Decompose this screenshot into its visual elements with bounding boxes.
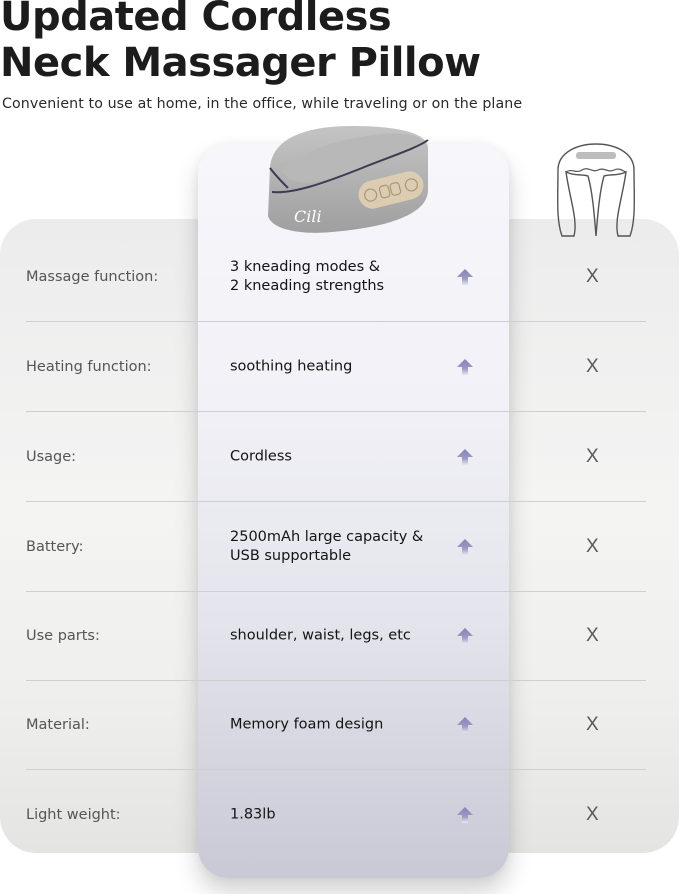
not-available-mark: X [586,446,599,467]
comparison-row-material [0,680,679,770]
not-available-mark: X [586,714,599,735]
row-label: Material: [26,717,90,733]
comparison-row-use-parts [0,591,679,681]
title-line-2: Neck Massager Pillow [0,40,481,86]
arrow-up-icon [456,448,474,466]
page-title [0,0,481,86]
row-value: Memory foam design [230,716,384,733]
arrow-up-icon [456,358,474,376]
arrow-up-icon [456,268,474,286]
comparison-row-heating-function [0,322,679,412]
not-available-mark: X [586,804,599,825]
row-label: Heating function: [26,359,152,375]
row-value: 2500mAh large capacity & USB supportable [230,529,424,564]
not-available-mark: X [586,266,599,287]
row-label: Massage function: [26,269,159,285]
row-label: Light weight: [26,807,121,823]
row-label: Battery: [26,539,84,555]
neck-pillow-image [262,120,432,238]
arrow-up-icon [456,716,474,734]
row-value: 3 kneading modes & 2 kneading strengths [230,259,385,294]
comparison-row-light-weight [0,770,679,860]
title-line-1: Updated Cordless [0,0,392,40]
row-label: Use parts: [26,628,100,644]
arrow-up-icon [456,627,474,645]
comparison-row-battery [0,502,679,592]
row-value: Cordless [230,448,292,465]
arrow-up-icon [456,806,474,824]
row-label: Usage: [26,449,77,465]
not-available-mark: X [586,356,599,377]
comparison-row-massage-function [0,232,679,322]
row-value: soothing heating [230,358,353,375]
row-value: shoulder, waist, legs, etc [230,627,411,644]
shawl-massager-outline-image [548,140,644,240]
not-available-mark: X [586,625,599,646]
brand-logo: Cili [294,207,322,226]
subtitle: Convenient to use at home, in the office, while traveling or on the plane [2,96,523,112]
row-value: 1.83lb [230,806,276,823]
not-available-mark: X [586,536,599,557]
comparison-row-usage [0,412,679,502]
arrow-up-icon [456,538,474,556]
